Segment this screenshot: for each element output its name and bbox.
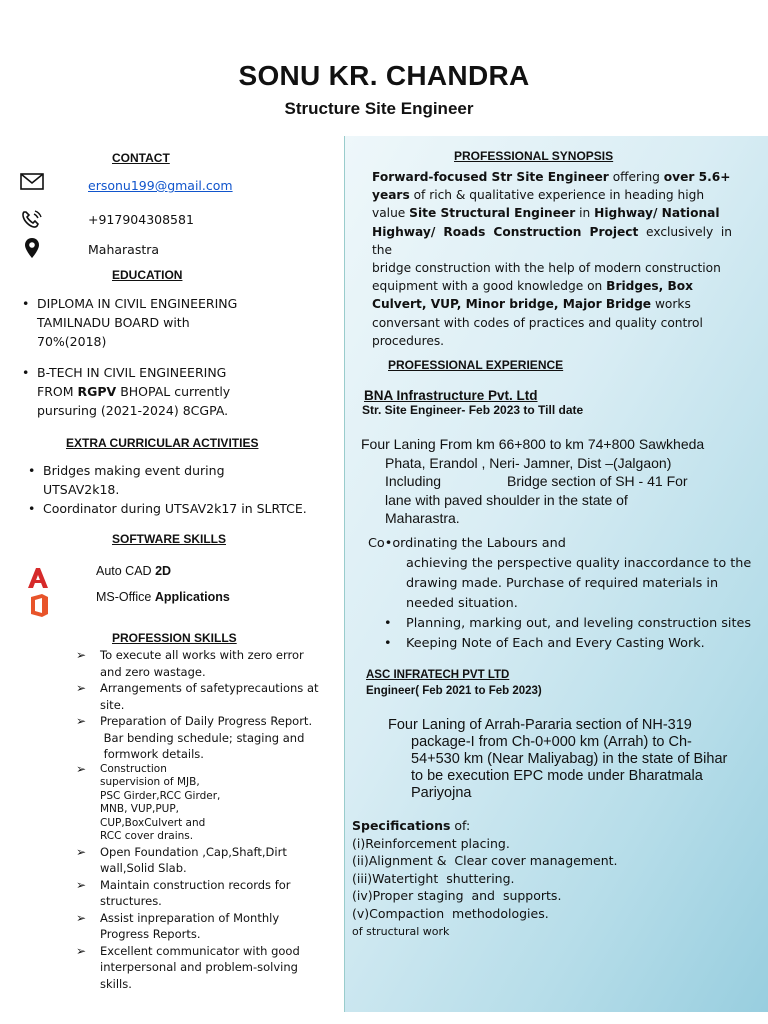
software-msoffice <box>96 590 230 604</box>
ms-office-icon <box>28 593 50 623</box>
education-text: 70%(2018) <box>37 334 107 349</box>
software-heading: SOFTWARE SKILLS <box>112 532 226 546</box>
university-name: RGPV <box>77 384 117 399</box>
skill-item: ➢ Preparation of Daily Progress Report. Bar bending schedule; staging and formwork details. <box>100 713 330 763</box>
job1-duties: Co•ordinating the Labours and achieving the perspective quality inaccordance to the drawing made. Purchase of required materials in needed situation. • Planning, marking out, and leveling construction sites • Keeping Note of Each and Every Casting Work. <box>368 536 752 651</box>
phone-icon <box>20 209 44 236</box>
education-text: FROM <box>37 384 78 399</box>
education-text: BHOPAL currently <box>116 384 231 399</box>
candidate-role: Structure Site Engineer <box>284 99 474 118</box>
software-level: 2D <box>155 564 172 578</box>
education-text: DIPLOMA IN CIVIL ENGINEERING <box>37 296 238 311</box>
education-text: TAMILNADU BOARD with <box>37 315 190 330</box>
job2-project: Four Laning of Arrah-Pararia section of NH-319 package-I from Ch-0+000 km (Arrah) to Ch- 54+530 km (Near Maliyabag) in the state of Bihar to be execution EPC mode under Bharatmala Pariyojna <box>388 717 728 801</box>
skill-item: ➢ To execute all works with zero error and zero wastage. <box>100 647 330 680</box>
education-text: pursuring (2021-2024) 8CGPA. <box>37 403 229 418</box>
job1-project: Four Laning From km 66+800 to km 74+800 Sawkheda Phata, Erandol , Neri- Jamner, Dist –(Jalgaon) Including Bridge section of SH - 41 For lane with paved shoulder in the state of Maharastra. <box>361 436 705 526</box>
spec-item: (ii)Alignment & Clear cover management. <box>352 853 618 869</box>
specifications: Specifications of: (i)Reinforcement placing. (ii)Alignment & Clear cover management. (iii)Watertight shuttering. (iv)Proper staging and supports. (v)Compaction methodologies. of structural work <box>352 817 752 940</box>
location-pin-icon <box>24 237 40 264</box>
email-link[interactable]: ersonu199@gmail.com <box>88 178 233 193</box>
experience-heading: PROFESSIONAL EXPERIENCE <box>388 358 564 372</box>
skill-item: ➢ Arrangements of safetyprecautions at site. <box>100 680 330 713</box>
skill-item: ➢ Assist inpreparation of Monthly Progress Reports. <box>100 910 330 943</box>
education-text: B-TECH IN CIVIL ENGINEERING <box>37 365 227 380</box>
software-autocad <box>96 564 171 578</box>
candidate-name: SONU KR. CHANDRA <box>238 60 530 91</box>
software-name: MS-Office <box>96 590 155 604</box>
job2-title: Engineer( Feb 2021 to Feb 2023) <box>366 685 542 697</box>
profession-heading: PROFESSION SKILLS <box>112 631 237 645</box>
spec-footer: of structural work <box>352 924 450 938</box>
skill-item: ➢ Maintain construction records for structures. <box>100 877 330 910</box>
extra-item: Bridges making event during <box>43 463 225 478</box>
extra-heading: EXTRA CURRICULAR ACTIVITIES <box>66 436 259 450</box>
spec-item: (i)Reinforcement placing. <box>352 835 510 851</box>
spec-item: (iii)Watertight shuttering. <box>352 870 515 886</box>
spec-item: (iv)Proper staging and supports. <box>352 888 562 904</box>
extra-item: Coordinator during UTSAV2k17 in SLRTCE. <box>43 501 307 516</box>
phone-number: +917904308581 <box>88 212 194 227</box>
spec-item: (v)Compaction methodologies. <box>352 905 549 921</box>
software-name: Auto CAD <box>96 564 156 578</box>
extra-item: UTSAV2k18. <box>43 482 120 497</box>
profession-list <box>100 647 330 992</box>
autocad-icon <box>26 566 50 595</box>
synopsis-text: Forward-focused Str Site Engineer offering over 5.6+ years of rich & qualitative experience in heading high value Site Structural Engineer in Highway/ National Highway/ Roads Construction Project exclusively in the bridge construction with the help of modern construction equipment with a good knowledge on Bridges, Box Culvert, VUP, Minor bridge, Major Bridge works conversant with codes of practices and quality control procedures. <box>372 170 732 348</box>
skill-item: ➢ Excellent communicator with good interpersonal and problem-solving skills. <box>100 943 330 993</box>
education-item <box>37 294 327 351</box>
job1-title: Str. Site Engineer- Feb 2023 to Till date <box>362 403 584 417</box>
skill-item: ➢ Construction supervision of MJB, PSC Girder,RCC Girder, MNB, VUP,PUP, CUP,BoxCulvert and RCC cover drains. <box>100 763 330 844</box>
contact-heading: CONTACT <box>112 151 170 165</box>
software-level: Applications <box>154 590 230 604</box>
extra-list <box>43 461 333 518</box>
education-heading: EDUCATION <box>112 268 183 282</box>
skill-item: ➢ Open Foundation ,Cap,Shaft,Dirt wall,Solid Slab. <box>100 844 330 877</box>
location: Maharastra <box>88 242 160 257</box>
job2-company: ASC INFRATECH PVT LTD <box>366 669 510 681</box>
synopsis-heading: PROFESSIONAL SYNOPSIS <box>454 149 614 163</box>
job1-company: BNA Infrastructure Pvt. Ltd <box>364 388 538 403</box>
envelope-icon <box>20 173 46 196</box>
education-item <box>37 363 327 420</box>
